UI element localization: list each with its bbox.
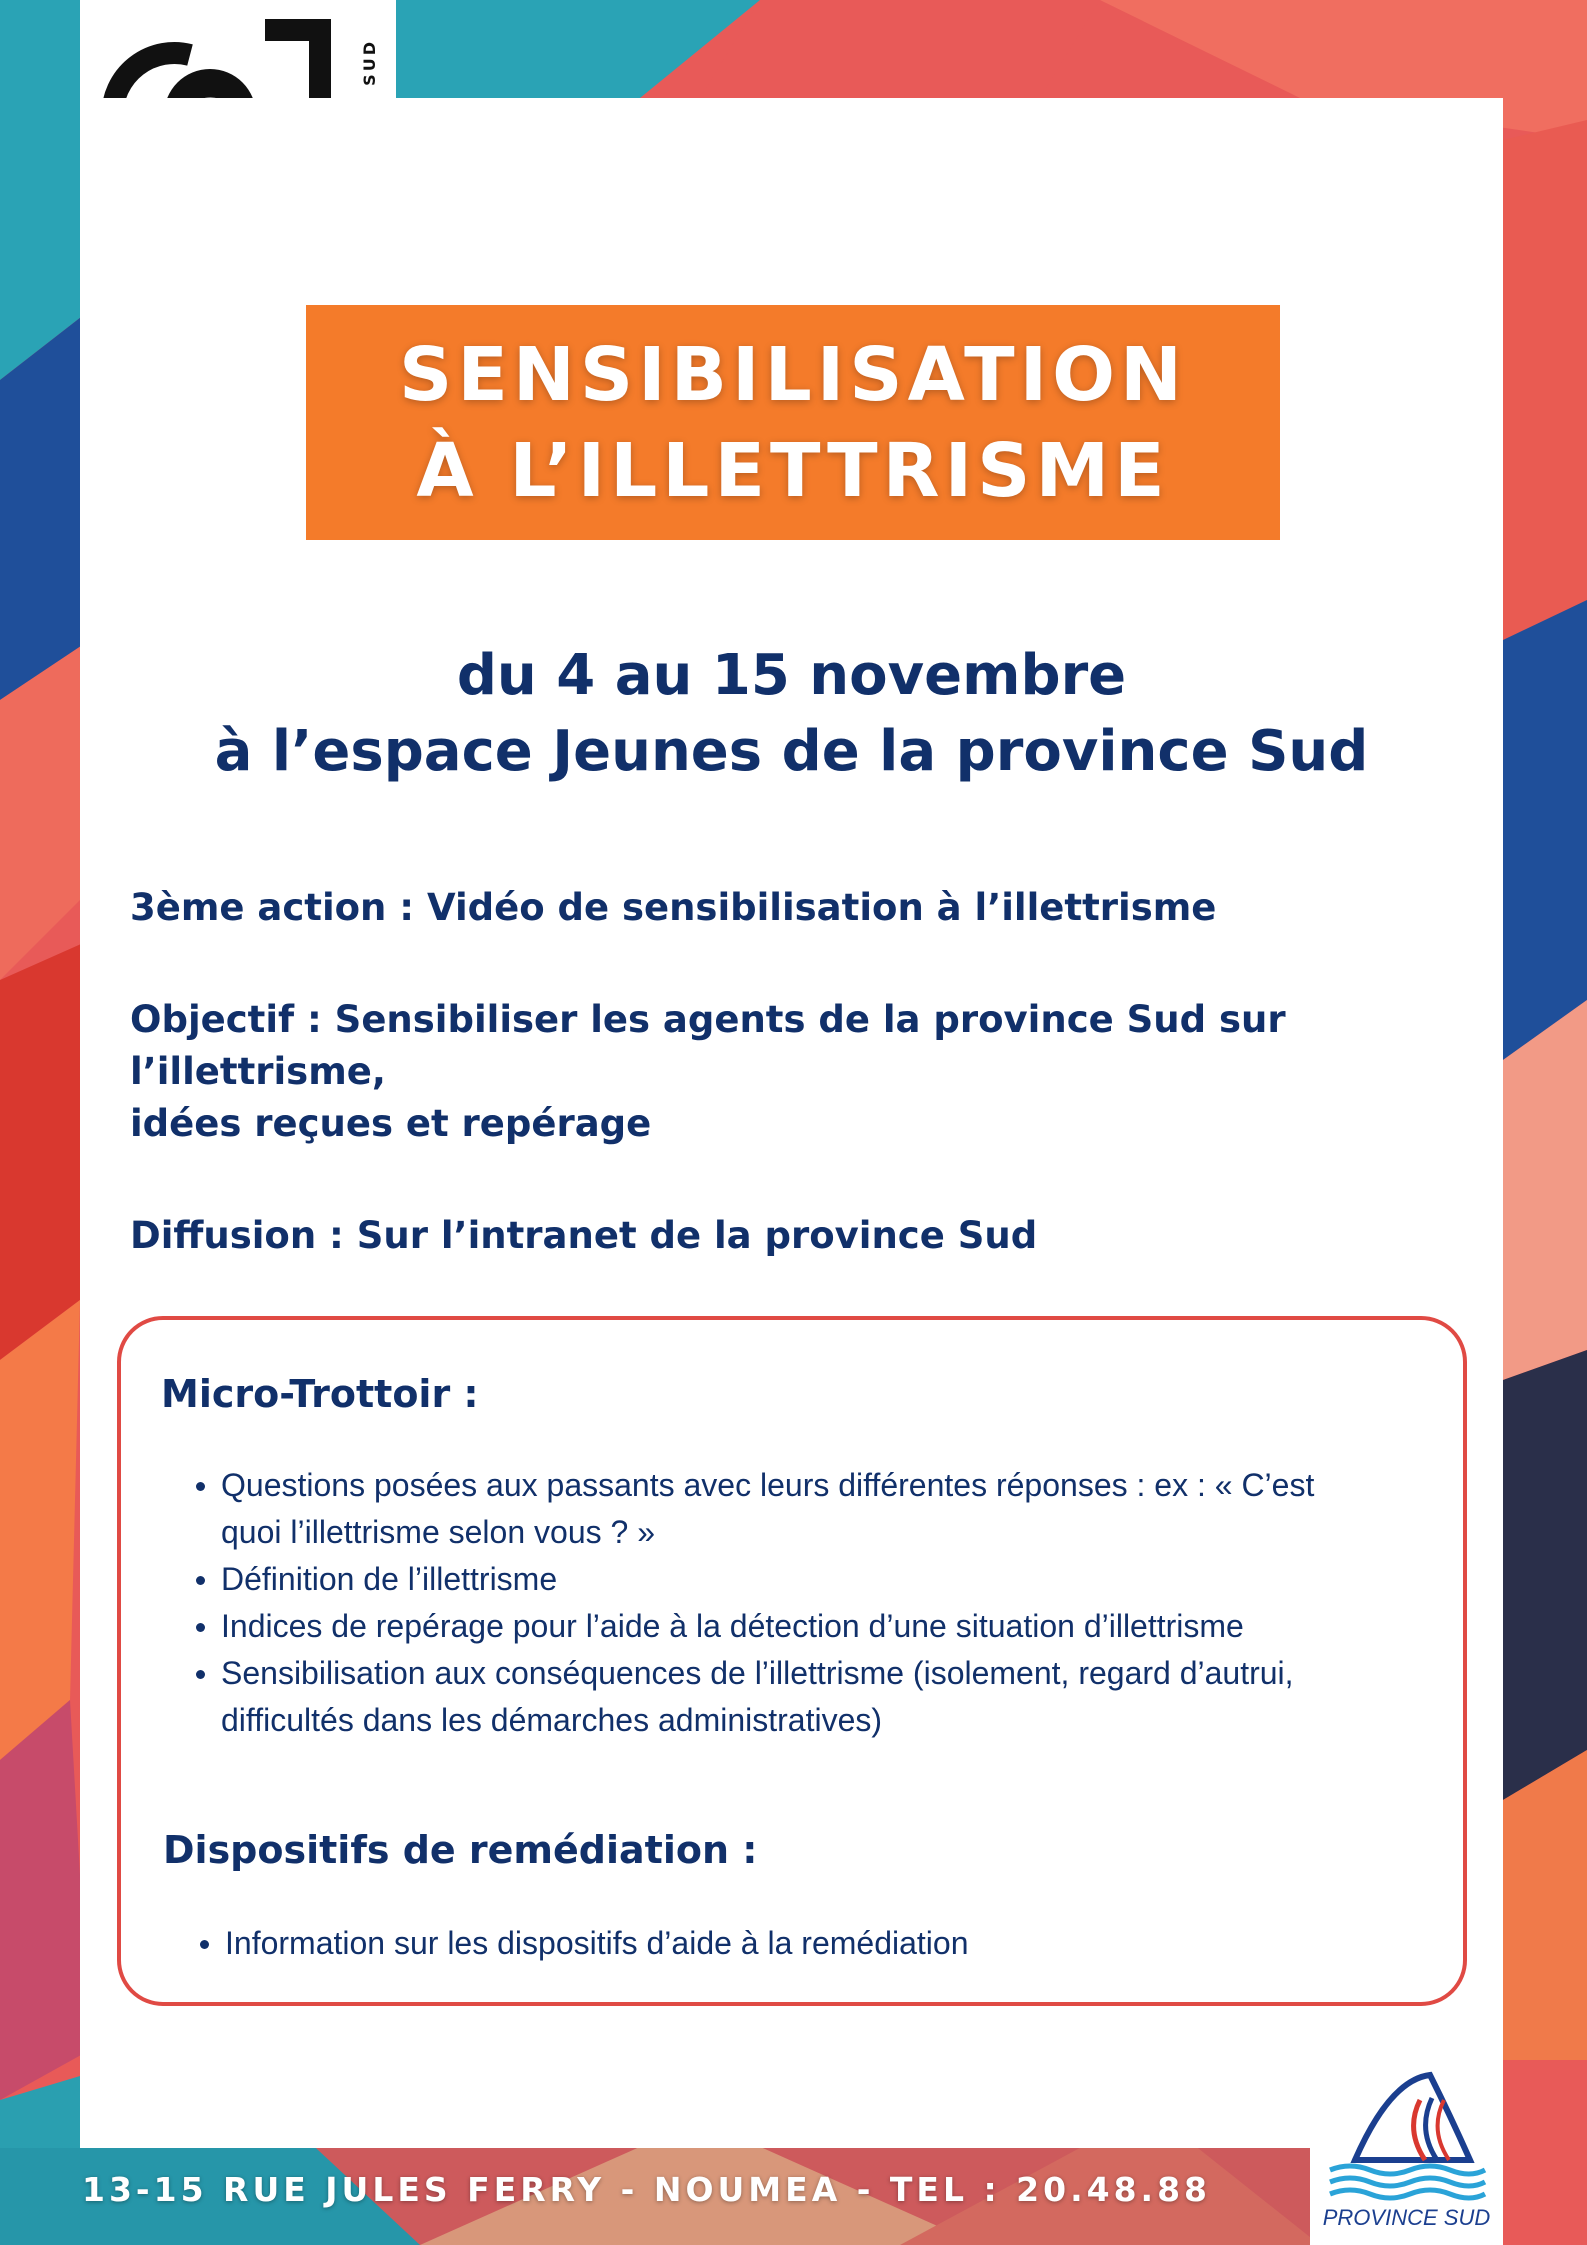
title-banner: [306, 305, 1280, 540]
province-sud-logo-box: [1310, 2060, 1503, 2245]
action-info: [130, 882, 1500, 1322]
event-dates: [80, 638, 1503, 790]
list-item: Définition de l’illettrisme: [221, 1556, 1481, 1603]
title-line-1: SENSIBILISATION: [399, 331, 1187, 418]
dates-line-1: du 4 au 15 novembre: [456, 643, 1127, 708]
province-sud-logo: [1310, 2060, 1503, 2205]
micro-trottoir-heading: Micro-Trottoir :: [161, 1372, 479, 1416]
list-item: Indices de repérage pour l’aide à la détection d’une situation d’illettrisme: [221, 1603, 1481, 1650]
province-sud-label: PROVINCE SUD: [1322, 2205, 1491, 2230]
diffusion-text: Diffusion : Sur l’intranet de la province Sud: [130, 1214, 1038, 1257]
footer-address: 13-15 RUE JULES FERRY - NOUMEA - TEL : 20.48.88: [82, 2170, 1211, 2209]
title-line-2: À L’ILLETTRISME: [416, 427, 1170, 514]
objectif-line-1: Objectif : Sensibiliser les agents de la province Sud sur l’illettrisme,: [130, 998, 1286, 1093]
objectif-text: [130, 994, 1500, 1150]
objectif-line-2: idées reçues et repérage: [130, 1102, 652, 1145]
remediation-heading: Dispositifs de remédiation :: [163, 1828, 758, 1872]
list-item: Information sur les dispositifs d’aide à la remédiation: [225, 1920, 1475, 1967]
remediation-list: [155, 1920, 1475, 1967]
list-item: Sensibilisation aux conséquences de l’illettrisme (isolement, regard d’autrui, difficultés dans les démarches administratives): [221, 1650, 1481, 1744]
list-item: Questions posées aux passants avec leurs différentes réponses : ex : « C’est quoi l’illettrisme selon vous ? »: [221, 1462, 1481, 1556]
micro-trottoir-list: [151, 1462, 1481, 1744]
dates-line-2: à l’espace Jeunes de la province Sud: [214, 719, 1369, 784]
action-text: 3ème action : Vidéo de sensibilisation à l’illettrisme: [130, 886, 1217, 929]
details-card: [117, 1316, 1467, 2006]
